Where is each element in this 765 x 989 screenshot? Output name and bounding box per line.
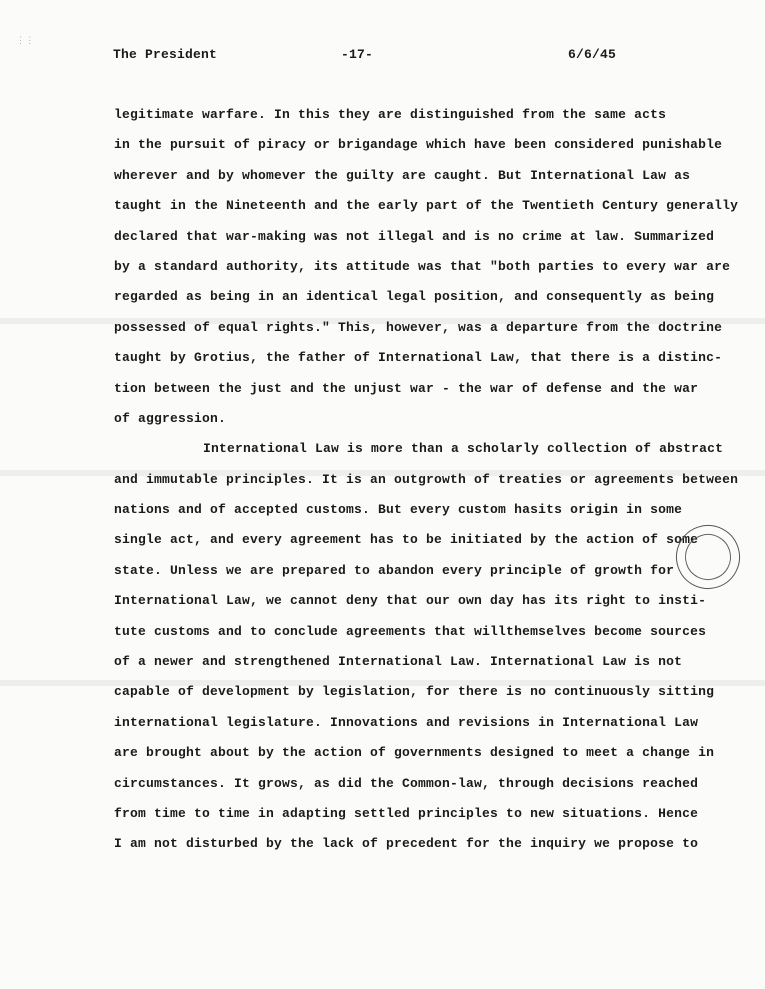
text-line: circumstances. It grows, as did the Common-law, through decisions reached (114, 775, 699, 791)
text-line: international legislature. Innovations and revisions in International Law (114, 714, 699, 730)
text-line: International Law, we cannot deny that our own day has its right to insti- (114, 593, 707, 609)
text-line: wherever and by whomever the guilty are caught. But International Law as (114, 167, 691, 183)
text-line: by a standard authority, its attitude was that "both parties to every war are (114, 258, 731, 274)
text-line: of a newer and strengthened International Law. International Law is not (114, 654, 683, 670)
paragraph-first-line: International Law is more than a scholarly collection of abstract (203, 441, 724, 457)
text-line: in the pursuit of piracy or brigandage which have been considered punishable (114, 137, 723, 153)
text-line: of aggression. (114, 410, 227, 426)
text-line: possessed of equal rights." This, however, was a departure from the doctrine (114, 319, 723, 335)
header-recipient: The President (113, 47, 218, 62)
text-line: declared that war-making was not illegal and is no crime at law. Summarized (114, 228, 715, 244)
text-line: taught by Grotius, the father of International Law, that there is a distinc- (114, 350, 723, 366)
text-line: state. Unless we are prepared to abandon every principle of growth for (114, 562, 675, 578)
text-line: capable of development by legislation, for there is no continuously sitting (114, 684, 715, 700)
stamp-inner-ring (679, 528, 737, 586)
text-line: taught in the Nineteenth and the early part of the Twentieth Century generally (114, 198, 739, 214)
header-date: 6/6/45 (568, 47, 617, 62)
page-number: -17- (341, 47, 374, 62)
text-line: I am not disturbed by the lack of precedent for the inquiry we propose to (114, 836, 699, 852)
text-line: from time to time in adapting settled principles to new situations. Hence (114, 805, 699, 821)
corner-mark: ⋮⋮ (16, 36, 35, 46)
text-line: regarded as being in an identical legal position, and consequently as being (114, 289, 715, 305)
text-line: tion between the just and the unjust war - the war of defense and the war (114, 380, 699, 396)
text-line: and immutable principles. It is an outgrowth of treaties or agreements between (114, 471, 739, 487)
text-line: single act, and every agreement has to be initiated by the action of some (114, 532, 699, 548)
text-line: are brought about by the action of governments designed to meet a change in (114, 745, 715, 761)
text-line: nations and of accepted customs. But every custom hasits origin in some (114, 502, 683, 518)
body-text (114, 104, 739, 864)
text-line: legitimate warfare. In this they are distinguished from the same acts (114, 107, 667, 122)
text-line: tute customs and to conclude agreements that willthemselves become sources (114, 623, 707, 639)
